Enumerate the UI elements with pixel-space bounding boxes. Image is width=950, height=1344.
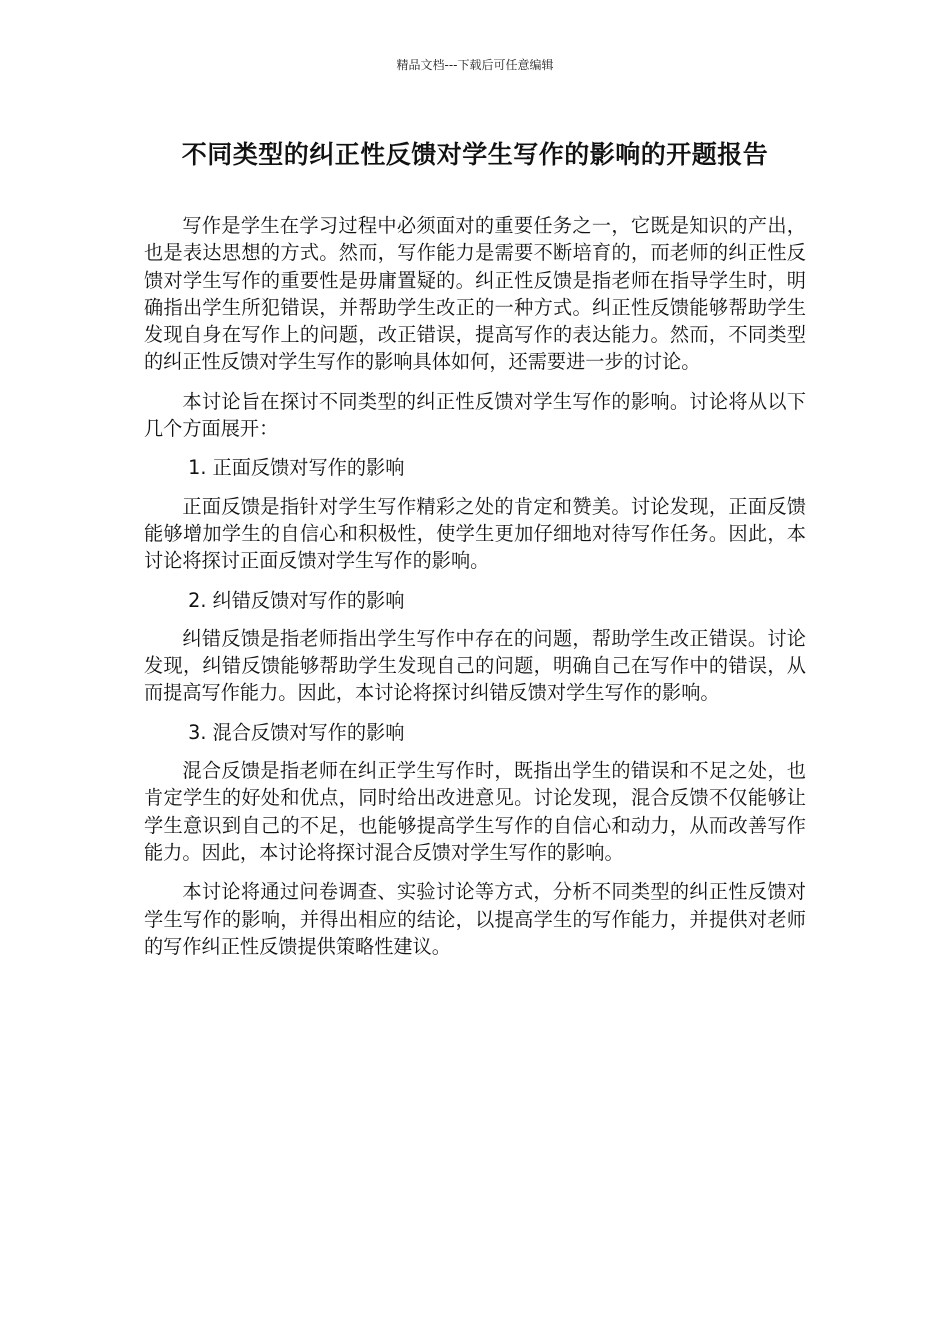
section-heading-mixed: 3. 混合反馈对写作的影响 bbox=[188, 720, 405, 744]
document-title: 不同类型的纠正性反馈对学生写作的影响的开题报告 bbox=[181, 140, 769, 169]
conclusion-paragraph: 本讨论将通过问卷调查、实验讨论等方式，分析不同类型的纠正性反馈对学生写作的影响，并得出相应的结论，以提高学生的写作能力，并提供对老师的写作纠正性反馈提供策略性建议。 bbox=[144, 880, 806, 958]
section-text-mixed: 混合反馈是指老师在纠正学生写作时，既指出学生的错误和不足之处，也肯定学生的好处和优点，同时给出改进意见。讨论发现，混合反馈不仅能够让学生意识到自己的不足，也能够提高学生写作的自信心和动力，从而改善写作能力。因此，本讨论将探讨混合反馈对学生写作的影响。 bbox=[144, 759, 806, 864]
scope-paragraph: 本讨论旨在探讨不同类型的纠正性反馈对学生写作的影响。讨论将从以下几个方面展开： bbox=[144, 389, 806, 441]
document-body bbox=[144, 212, 806, 972]
section-text-corrective: 纠错反馈是指老师指出学生写作中存在的问题，帮助学生改正错误。讨论发现，纠错反馈能够帮助学生发现自己的问题，明确自己在写作中的错误，从而提高写作能力。因此，本讨论将探讨纠错反馈对学生写作的影响。 bbox=[144, 626, 806, 705]
intro-paragraph: 写作是学生在学习过程中必须面对的重要任务之一，它既是知识的产出，也是表达思想的方式。然而，写作能力是需要不断培育的，而老师的纠正性反馈对学生写作的重要性是毋庸置疑的。纠正性反馈是指老师在指导学生时，明确指出学生所犯错误，并帮助学生改正的一种方式。纠正性反馈能够帮助学生发现自身在写作上的问题，改正错误，提高写作的表达能力。然而，不同类型的纠正性反馈对学生写作的影响具体如何，还需要进一步的讨论。 bbox=[144, 214, 806, 374]
section-heading-corrective: 2. 纠错反馈对写作的影响 bbox=[188, 588, 405, 612]
section-text-positive: 正面反馈是指针对学生写作精彩之处的肯定和赞美。讨论发现，正面反馈能够增加学生的自信心和积极性，使学生更加仔细地对待写作任务。因此，本讨论将探讨正面反馈对学生写作的影响。 bbox=[144, 494, 806, 573]
section-heading-positive: 1. 正面反馈对写作的影响 bbox=[188, 456, 405, 480]
header-note: 精品文档---下载后可任意编辑 bbox=[396, 58, 554, 72]
